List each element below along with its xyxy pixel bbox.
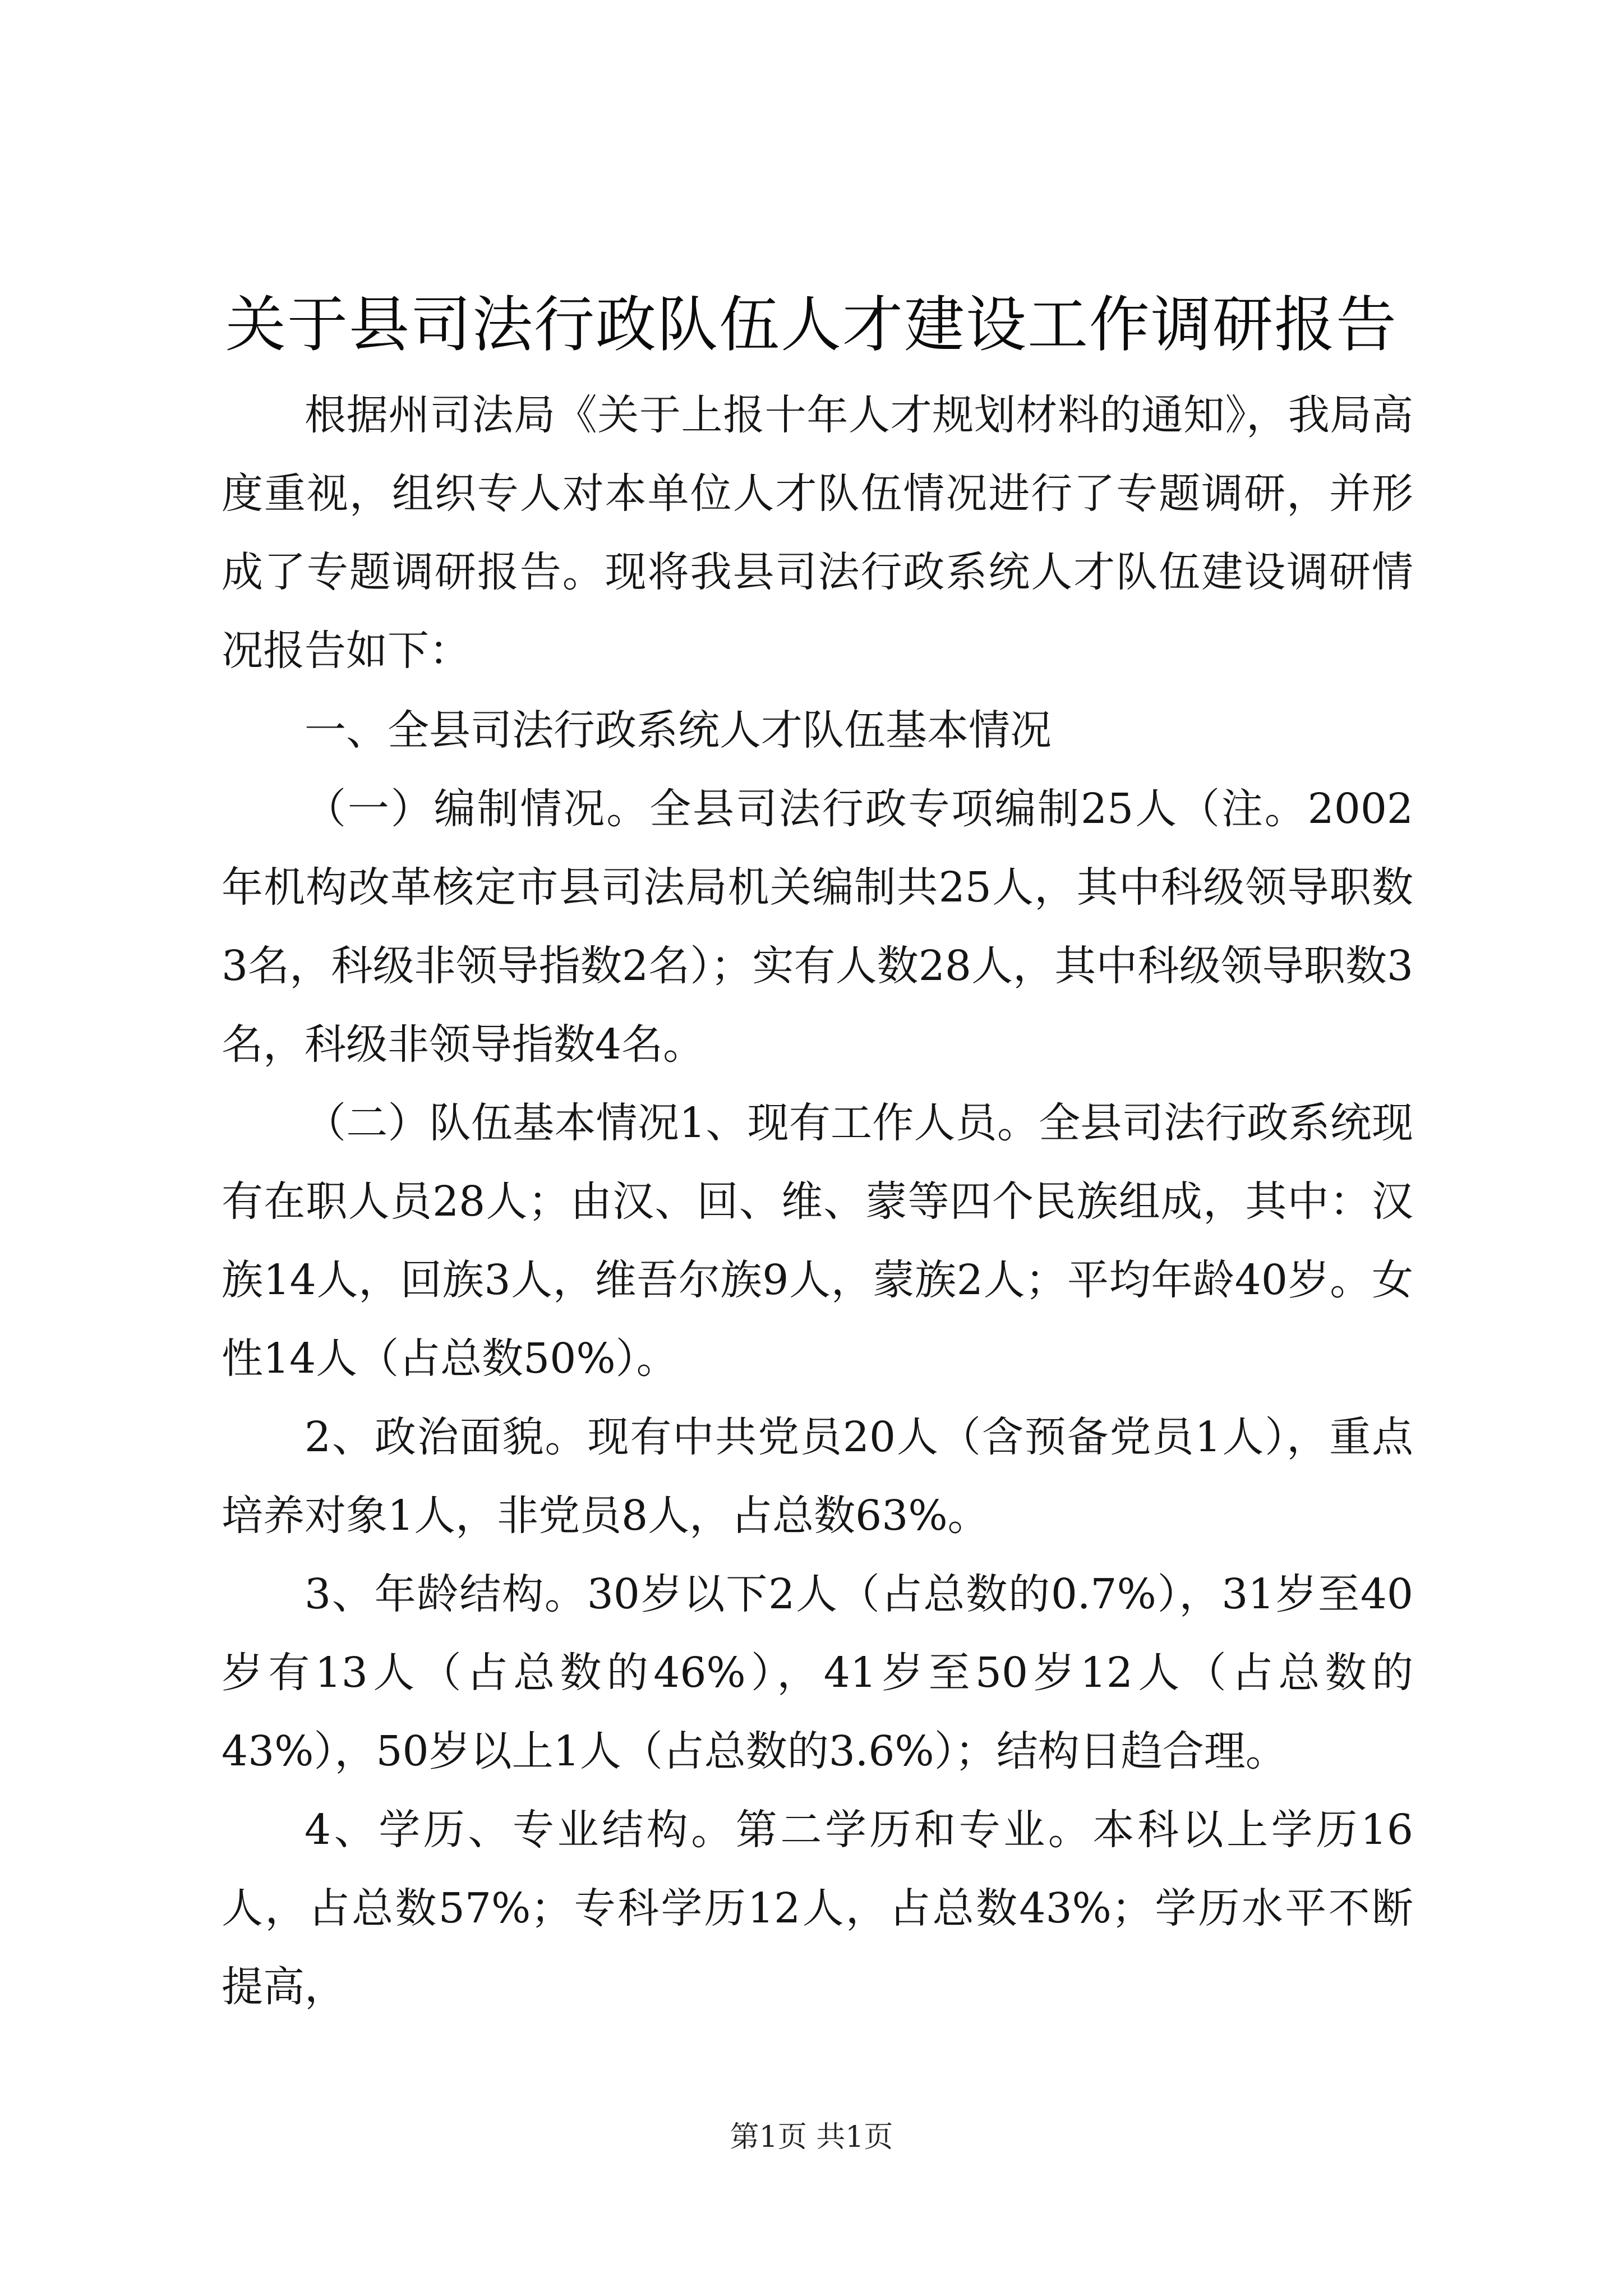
page-footer (0, 2118, 1623, 2157)
page-number-label: 第1页 共1页 (730, 2120, 893, 2154)
paragraph-age-structure: 3、年龄结构。30岁以下2人（占总数的0.7%），31岁至40岁有13人（占总数的46%），41岁至50岁12人（占总数的43%），50岁以上1人（占总数的3.6%）；结构日趋合理。 (222, 1570, 1413, 1775)
paragraph-political-status: 2、政治面貌。现有中共党员20人（含预备党员1人），重点培养对象1人，非党员8人，占总数63%。 (222, 1413, 1413, 1540)
section-heading-1: 一、全县司法行政系统人才队伍基本情况 (305, 706, 1052, 754)
document-title: 关于县司法行政队伍人才建设工作调研报告 (225, 290, 1398, 360)
paragraph-team-basics: （二）队伍基本情况1、现有工作人员。全县司法行政系统现有在职人员28人；由汉、回、维、蒙等四个民族组成，其中：汉族14人，回族3人，维吾尔族9人，蒙族2人；平均年龄40岁。女性14人（占总数50%）。 (222, 1099, 1413, 1383)
paragraph-intro: 根据州司法局《关于上报十年人才规划材料的通知》，我局高度重视，组织专人对本单位人才队伍情况进行了专题调研，并形成了专题调研报告。现将我县司法行政系统人才队伍建设调研情况报告如下： (222, 391, 1413, 675)
document-body (222, 376, 1413, 2026)
paragraph-staffing: （一）编制情况。全县司法行政专项编制25人（注。2002年机构改革核定市县司法局机关编制共25人，其中科级领导职数3名，科级非领导指数2名）；实有人数28人，其中科级领导职数3名，科级非领导指数4名。 (222, 785, 1413, 1069)
paragraph-education-structure: 4、学历、专业结构。第二学历和专业。本科以上学历16人，占总数57%；专科学历12人，占总数43%；学历水平不断提高， (222, 1806, 1413, 2011)
